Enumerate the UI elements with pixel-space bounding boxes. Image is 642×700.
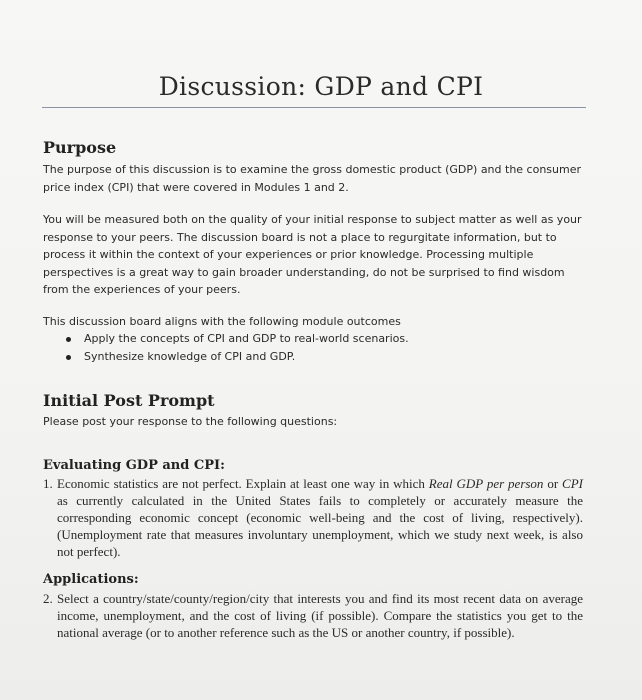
purpose-paragraph-1: The purpose of this discussion is to examine the gross domestic product (GDP) and the consumer price index (CPI) that were covered in Modules 1 and 2.	[43, 163, 582, 194]
outcomes-list	[62, 330, 582, 365]
question-number: 2.	[43, 591, 53, 606]
outcomes-intro: This discussion board aligns with the following module outcomes	[43, 315, 401, 328]
purpose-paragraph-2: You will be measured both on the quality of your initial response to subject matter as well as your response to your peers. The discussion board is not a place to regurgitate information, but to process it within the context of your experiences or prior knowledge. Processing multiple perspectives is a great way to gain broader understanding, do not be surprised to find wisdom from the experiences of your peers.	[43, 213, 582, 296]
purpose-heading: Purpose	[43, 138, 117, 157]
applications-question	[43, 590, 583, 641]
evaluating-heading: Evaluating GDP and CPI:	[43, 458, 225, 473]
evaluating-question	[43, 475, 583, 560]
question-text: Economic statistics are not perfect. Explain at least one way in which Real GDP per person or CPI as currently calculated in the United States fails to completely or accurately measure the corresponding economic concept (economic well-being and the cost of living, respectively). (Unemployment rate that measures involuntary unemployment, which we study next week, is also not perfect).	[57, 476, 583, 559]
outcome-item: Apply the concepts of CPI and GDP to real-world scenarios.	[62, 330, 582, 348]
initial-post-heading: Initial Post Prompt	[43, 391, 215, 410]
applications-heading: Applications:	[43, 572, 139, 587]
page-title: Discussion: GDP and CPI	[158, 72, 484, 101]
question-number: 1.	[43, 476, 53, 491]
title-divider	[42, 107, 586, 108]
initial-post-instruction: Please post your response to the following questions:	[43, 415, 338, 428]
outcome-item: Synthesize knowledge of CPI and GDP.	[62, 348, 582, 366]
question-text: Select a country/state/county/region/city that interests you and find its most recent data on average income, unemployment, and the cost of living (if possible). Compare the statistics you get to the national average (or to another reference such as the US or another country, if possible).	[57, 591, 583, 640]
